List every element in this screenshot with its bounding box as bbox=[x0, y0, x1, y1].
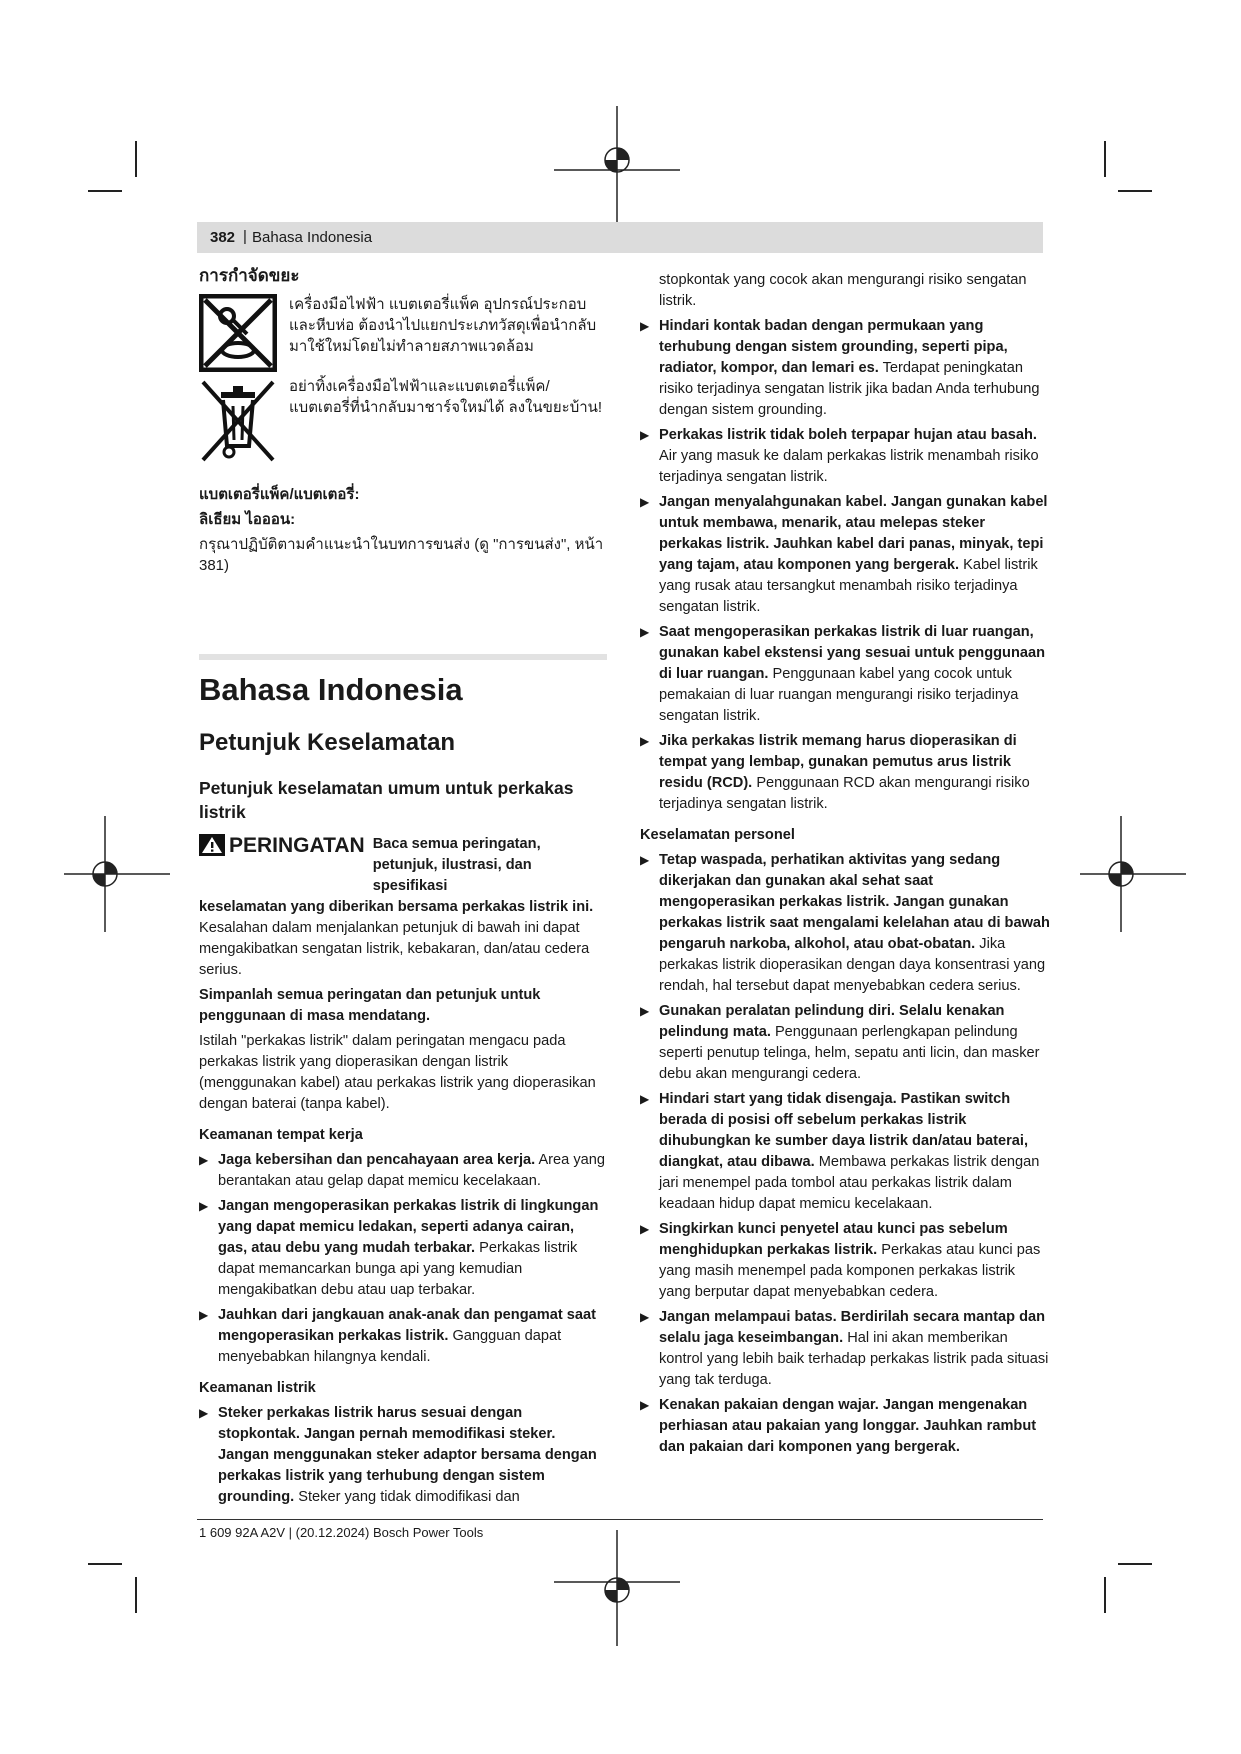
bullet-arrow-icon: ▶ bbox=[199, 1199, 209, 1213]
disposal-block-1 bbox=[199, 294, 607, 372]
crop-mark-tr-v bbox=[1104, 141, 1106, 177]
crop-mark-tl-h bbox=[88, 190, 122, 192]
warning-head-text: Baca semua peringatan, petunjuk, ilustrasi, dan spesifikasi bbox=[372, 836, 541, 894]
page-footer: 1 609 92A A2V | (20.12.2024) Bosch Power Tools bbox=[199, 1525, 484, 1540]
bullet-arrow-icon: ▶ bbox=[640, 1310, 650, 1324]
list-item: ▶ Jangan mengoperasikan perkakas listrik di lingkungan yang dapat memicu ledakan, seperti adanya cairan, gas, atau debu yang mudah terbakar. Perkakas listrik dapat memancarkan bunga api yang kemudian mengakibatkan debu atau uap terbakar. bbox=[199, 1198, 599, 1298]
keep-instructions-bold: Simpanlah semua peringatan dan petunjuk untuk penggunaan di masa mendatang. bbox=[199, 987, 541, 1024]
right-column bbox=[640, 270, 1050, 1462]
registration-mark-left bbox=[62, 814, 172, 934]
electrical-heading: Keamanan listrik bbox=[199, 1380, 316, 1396]
page-number: 382 bbox=[210, 229, 236, 246]
no-household-waste-icon bbox=[199, 294, 277, 372]
workplace-heading: Keamanan tempat kerja bbox=[199, 1127, 363, 1143]
personal-safety-heading: Keselamatan personel bbox=[640, 827, 795, 843]
registration-mark-top bbox=[552, 104, 682, 224]
warning-label: PERINGATAN bbox=[229, 833, 365, 857]
list-item: ▶ Jangan melampaui batas. Berdirilah secara mantap dan selalu jaga keseimbangan. Hal ini akan memberikan kontrol yang lebih baik terhadap perkakas listrik pada situasi yang tak terduga. bbox=[640, 1309, 1049, 1388]
list-item: ▶ Kenakan pakaian dengan wajar. Jangan mengenakan perhiasan atau pakaian yang longgar. Jauhkan rambut dan pakaian dari komponen yang bergerak. bbox=[640, 1397, 1037, 1455]
general-safety-heading: Petunjuk keselamatan umum untuk perkakas listrik bbox=[199, 778, 574, 822]
lithium-text: กรุณาปฏิบัติตามคำแนะนำในบทการขนส่ง (ดู "การขนส่ง", หน้า 381) bbox=[199, 536, 604, 574]
continued-text: stopkontak yang cocok akan mengurangi risiko sengatan listrik. bbox=[659, 272, 1027, 309]
bullet-arrow-icon: ▶ bbox=[199, 1406, 209, 1420]
bullet-arrow-icon: ▶ bbox=[640, 428, 650, 442]
section-divider bbox=[199, 654, 607, 660]
list-item: ▶ Jika perkakas listrik memang harus dioperasikan di tempat yang lembap, gunakan pemutus arus listrik residu (RCD). Penggunaan RCD akan mengurangi risiko terjadinya sengatan listrik. bbox=[640, 733, 1030, 812]
bullet-arrow-icon: ▶ bbox=[640, 853, 650, 867]
crop-mark-br-h bbox=[1118, 1563, 1152, 1565]
page-header bbox=[197, 222, 1043, 253]
crossed-out-bin-icon bbox=[199, 376, 277, 466]
warning-badge bbox=[199, 834, 365, 856]
disposal-block-2 bbox=[199, 376, 607, 466]
header-language: Bahasa Indonesia bbox=[252, 229, 373, 246]
bullet-arrow-icon: ▶ bbox=[640, 1222, 650, 1236]
bullet-arrow-icon: ▶ bbox=[640, 625, 650, 639]
footer-rule bbox=[197, 1519, 1043, 1520]
warning-triangle-icon bbox=[199, 834, 225, 856]
list-item: ▶ Jangan menyalahgunakan kabel. Jangan gunakan kabel untuk membawa, menarik, atau melepas steker perkakas listrik. Jauhkan kabel dari panas, minyak, tepi yang tajam, atau komponen yang bergerak. Kabel listrik yang rusak atau tersangkut menambah risiko terjadinya sengatan listrik. bbox=[640, 494, 1048, 615]
crop-mark-br-v bbox=[1104, 1577, 1106, 1613]
list-item: ▶ Singkirkan kunci penyetel atau kunci pas sebelum menghidupkan perkakas listrik. Perkakas atau kunci pas yang masih menempel pada komponen perkakas listrik yang berputar dapat menyebabkan cedera. bbox=[640, 1221, 1041, 1300]
bullet-arrow-icon: ▶ bbox=[640, 734, 650, 748]
registration-mark-right bbox=[1078, 814, 1188, 934]
list-item: ▶ Jaga kebersihan dan pencahayaan area kerja. Area yang berantakan atau gelap dapat memicu kecelakaan. bbox=[199, 1152, 605, 1189]
safety-title: Petunjuk Keselamatan bbox=[199, 729, 456, 756]
bullet-arrow-icon: ▶ bbox=[640, 1398, 650, 1412]
warning-bold-cont: keselamatan yang diberikan bersama perkakas listrik ini. bbox=[199, 899, 594, 915]
bullet-arrow-icon: ▶ bbox=[199, 1153, 209, 1167]
list-item: ▶ Gunakan peralatan pelindung diri. Selalu kenakan pelindung mata. Penggunaan perlengkapan pelindung seperti penutup telinga, helm, sepatu anti licin, dan masker debu akan mengurangi cedera. bbox=[640, 1003, 1040, 1082]
language-section-title: Bahasa Indonesia bbox=[199, 672, 463, 707]
warning-header bbox=[199, 834, 607, 897]
bullet-arrow-icon: ▶ bbox=[640, 495, 650, 509]
crop-mark-bl-h bbox=[88, 1563, 122, 1565]
crop-mark-bl-v bbox=[135, 1577, 137, 1613]
crop-mark-tr-h bbox=[1118, 190, 1152, 192]
bullet-arrow-icon: ▶ bbox=[640, 319, 650, 333]
thai-disposal-title: การกำจัดขยะ bbox=[199, 266, 300, 285]
warning-text: Kesalahan dalam menjalankan petunjuk di bawah ini dapat mengakibatkan sengatan listrik, kebakaran, dan/atau cedera serius. bbox=[199, 920, 590, 978]
battery-heading: แบตเตอรี่แพ็ค/แบตเตอรี่: bbox=[199, 486, 360, 503]
header-separator: | bbox=[243, 228, 247, 245]
bullet-arrow-icon: ▶ bbox=[640, 1092, 650, 1106]
list-item: ▶ Tetap waspada, perhatikan aktivitas yang sedang dikerjakan dan gunakan akal sehat saat mengoperasikan perkakas listrik. Jangan gunakan perkakas listrik saat mengalami kelelahan atau di bawah pengaruh narkoba, alkohol, atau obat-obatan. Jika perkakas listrik dioperasikan dengan daya konsentrasi yang rendah, hal tersebut dapat menyebabkan cedera serius. bbox=[640, 852, 1050, 994]
term-definition: Istilah "perkakas listrik" dalam peringatan mengacu pada perkakas listrik yang dioperasikan dengan listrik (menggunakan kabel) atau perkakas listrik yang dioperasikan dengan baterai (tanpa kabel). bbox=[199, 1033, 596, 1112]
lithium-heading: ลิเธียม ไอออน: bbox=[199, 511, 296, 528]
disposal-text-1: เครื่องมือไฟฟ้า แบตเตอรี่แพ็ค อุปกรณ์ประกอบ และหีบห่อ ต้องนำไปแยกประเภทวัสดุเพื่อนำกลับมาใช้ใหม่โดยไม่ทำลายสภาพแวดล้อม bbox=[289, 296, 597, 355]
crop-mark-tl-v bbox=[135, 141, 137, 177]
bullet-arrow-icon: ▶ bbox=[199, 1308, 209, 1322]
list-item: ▶ Hindari kontak badan dengan permukaan yang terhubung dengan sistem grounding, seperti pipa, radiator, kompor, dan lemari es. Terdapat peningkatan risiko terjadinya sengatan listrik jika badan Anda terhubung dengan sistem grounding. bbox=[640, 318, 1040, 418]
list-item: ▶ Perkakas listrik tidak boleh terpapar hujan atau basah. Air yang masuk ke dalam perkakas listrik menambah risiko terjadinya sengatan listrik. bbox=[640, 427, 1039, 485]
disposal-text-2: อย่าทิ้งเครื่องมือไฟฟ้าและแบตเตอรี่แพ็ค/แบตเตอรี่ที่นำกลับมาชาร์จใหม่ได้ ลงในขยะบ้าน! bbox=[289, 378, 603, 416]
list-item: ▶ Saat mengoperasikan perkakas listrik di luar ruangan, gunakan kabel ekstensi yang sesuai untuk penggunaan di luar ruangan. Penggunaan kabel yang cocok untuk pemakaian di luar ruangan mengurangi risiko terjadinya sengatan listrik. bbox=[640, 624, 1046, 724]
list-item: ▶ Jauhkan dari jangkauan anak-anak dan pengamat saat mengoperasikan perkakas listrik. Gangguan dapat menyebabkan hilangnya kendali. bbox=[199, 1307, 596, 1365]
left-column bbox=[199, 265, 607, 1512]
list-item: ▶ Hindari start yang tidak disengaja. Pastikan switch berada di posisi off sebelum perkakas listrik dihubungkan ke sumber daya listrik dan/atau baterai, diangkat, atau dibawa. Membawa perkakas listrik dengan jari menempel pada tombol atau perkakas listrik dalam keadaan hidup dapat memicu kecelakaan. bbox=[640, 1091, 1040, 1212]
registration-mark-bottom bbox=[552, 1528, 682, 1648]
list-item: ▶ Steker perkakas listrik harus sesuai dengan stopkontak. Jangan pernah memodifikasi steker. Jangan menggunakan steker adaptor bersama dengan perkakas listrik yang terhubung dengan sistem grounding. Steker yang tidak dimodifikasi dan bbox=[199, 1405, 597, 1505]
bullet-arrow-icon: ▶ bbox=[640, 1004, 650, 1018]
